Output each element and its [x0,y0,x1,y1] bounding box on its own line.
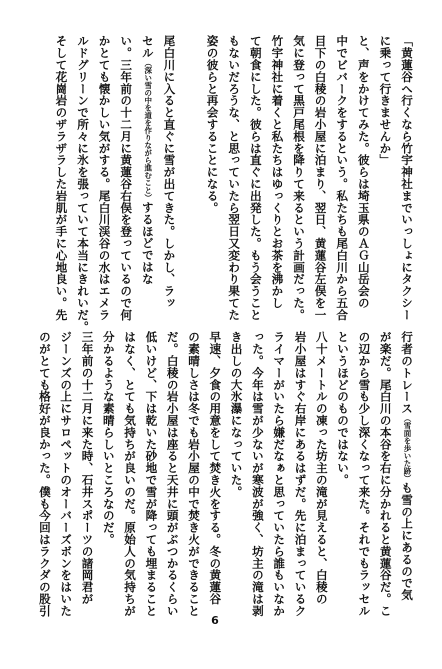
annotation-note: （深い雪の中を道を作りながら進むこと） [143,58,153,202]
bottom-text-column [142,331,160,617]
bottom-text-column [57,331,75,617]
text-line: ライマーがいたら嫌だなぁと思っていたら誰もいなか [272,331,287,617]
text-line: ルドグリーンで所々に氷を張っていて本当にきれいだ。 [76,35,90,333]
text-line: い。三年前の十二月に黄蓮谷右俣を登っているので何 [119,35,134,321]
text-segment: 行者のトレース [400,331,414,415]
text-line: ジーンズの上にサロペットのオーバーズボンをはいた [59,331,74,617]
top-text-column [268,35,286,309]
bottom-text-column [377,331,395,617]
top-text-column [139,35,157,285]
bottom-text-column [355,331,373,617]
bottom-text-column [79,331,97,605]
page-number: 6 [211,614,219,627]
bottom-text-column [206,331,224,605]
bottom-text-column [313,331,331,605]
bottom-text-column [164,331,182,617]
text-line: だ。白稜の岩小屋は座ると天井に頭がぶつかるくらい [165,331,180,617]
text-line: 姿の彼らと再会することになる。 [205,35,220,214]
top-text-column [96,35,114,321]
text-line: というほどのものではない。 [336,331,351,486]
text-line: 早速、夕食の用意をして焚き火をする。冬の黄蓮谷 [208,331,223,605]
top-text-column [52,35,70,321]
text-line: かとても懐かしい気がする。尾白川渓谷の水はエメラ [97,35,112,321]
text-line: て朝食にした。彼らは直ぐに出発した。もう会うこと [248,35,263,321]
text-segment: も雪の上にあるので気 [400,481,414,601]
top-text-column [398,35,416,321]
top-text-column [160,35,178,309]
text-line: に乗って行きませんか」 [378,35,393,166]
text-line: が楽だ。尾白川の本谷を右に分かれると黄蓮谷だ。こ [378,331,393,617]
top-text-column [204,35,222,214]
text-line: そして花崗岩のザラザラした岩肌が手に心地良い。先 [54,35,69,321]
text-segment: するほどではな [140,201,155,285]
text-line: 低いけど、下は乾いた砂地で雪が降っても埋まること [144,331,159,617]
text-line: 気に登って黒戸尾根を降りて来るという計画だった。 [292,35,306,321]
bottom-text-column [398,331,416,601]
annotation-note: （雪面を歩いた跡） [403,414,412,482]
text-line: 三年前の十二月に来た時、石井スポーツの諸岡君が [80,331,95,605]
bottom-text-column [228,331,246,498]
text-line: 八十メートルの凍った坊主の滝が見えると、白稜の [314,331,329,605]
text-line: 中でビバークをするという。私たちも尾白川から五合 [335,35,350,321]
top-text-column [312,35,330,321]
text-line: もないだろうな、と思っていたら翌日又変わり果てた [227,35,242,321]
text-line: 岩小屋はすぐ右岸にあるはずだ。先に泊まっているク [293,331,308,617]
text-line: った。今年は雪が少ないが寒波が強く、坊主の滝は剥 [250,331,265,617]
top-text-column [247,35,265,321]
bottom-text-column [334,331,352,486]
bottom-text-column [185,331,203,617]
top-text-column [333,35,351,321]
text-line: の辺から雪も少し深くなって来た。それでもラッセル [357,331,372,617]
text-line: はなく、とても気持ちが良いのだ。原始人の気持ちが [123,331,138,617]
top-text-column [290,35,308,321]
text-line: のがとても格好が良かった。僕も今回はラクダの股引 [37,331,52,617]
bottom-text-column [121,331,139,617]
bottom-text-column [270,331,288,617]
bottom-text-column [100,331,118,545]
text-line: の素晴しさは冬でも岩小屋の中で焚き火ができること [187,331,201,617]
text-segment: セル [140,35,155,59]
text-line: 目下の白稜の岩小屋に泊まり、翌日、黄蓮谷左俣を一 [313,35,328,321]
top-text-column [117,35,135,321]
top-text-column [376,35,394,166]
text-line: 竹宇神社に着くと私たちはゆっくりとお茶を沸かし [270,35,285,309]
text-line: 分かるような素晴らしいところなのだ。 [101,331,116,546]
text-line: き出しの大氷瀑になっていた。 [229,331,244,498]
bottom-text-column [36,331,54,617]
bottom-text-column [249,331,267,617]
top-text-column [74,35,92,333]
text-line: と、声をかけてみた。彼らは埼玉県のＡＧ山岳会の [356,35,371,309]
text-line: 尾白川に入ると直ぐに雪が出てきた。しかし、ラッ [162,35,177,309]
top-text-column [355,35,373,309]
text-line: 「黄蓮谷へ行くなら竹宇神社までいっしょにタクシー [400,35,414,321]
top-text-column [225,35,243,321]
bottom-text-column [292,331,310,617]
